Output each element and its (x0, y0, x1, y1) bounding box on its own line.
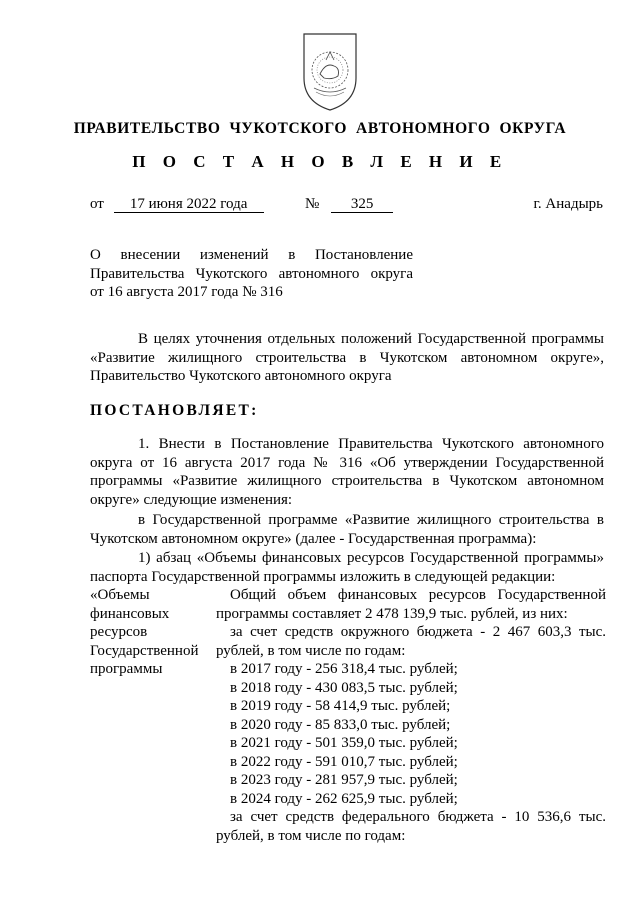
paragraph-line: 1. Внести в Постановление Правительства Чукотского автономного (138, 436, 604, 452)
year-amount: в 2023 году - 281 957,9 тыс. рублей; (230, 772, 458, 788)
label-line: программы (90, 661, 163, 677)
paragraph-line: В целях уточнения отдельных положений Государственной программы (138, 331, 604, 347)
subject-line: от 16 августа 2017 года № 316 (90, 284, 283, 300)
document-type-title: П О С Т А Н О В Л Е Н И Е (132, 152, 508, 171)
number-block (305, 196, 393, 213)
passport-row-label (90, 586, 210, 679)
year-amount: в 2018 году - 430 083,5 тыс. рублей; (230, 679, 458, 696)
funding-total-line: Общий объем финансовых ресурсов Государственной (230, 587, 606, 603)
year-amount: в 2024 году - 262 625,9 тыс. рублей; (230, 790, 458, 807)
date-prefix: от (90, 196, 104, 212)
subject-line: О внесении изменений в Постановление (90, 247, 413, 263)
item-1a-paragraph (90, 511, 604, 548)
year-amount: в 2019 году - 58 414,9 тыс. рублей; (230, 698, 451, 714)
year-amount: в 2017 году - 256 318,4 тыс. рублей; (230, 661, 458, 677)
government-title: ПРАВИТЕЛЬСТВО ЧУКОТСКОГО АВТОНОМНОГО ОКРУГА (73, 120, 567, 137)
paragraph-line: «Развитие жилищного строительства в Чукотском автономном округе», (90, 349, 604, 366)
date-block (90, 196, 264, 213)
federal-budget-line: за счет средств федерального бюджета - 10 536,6 тыс. (230, 809, 606, 825)
paragraph-line: 1) абзац «Объемы финансовых ресурсов Государственной программы» (138, 550, 604, 566)
year-amount: в 2021 году - 501 359,0 тыс. рублей; (230, 735, 458, 751)
paragraph-line: Правительство Чукотского автономного округа (90, 368, 392, 384)
paragraph-line: программы «Развитие жилищного строительства в Чукотском автономном (90, 473, 604, 489)
label-line: финансовых (90, 605, 170, 622)
document-number: 325 (331, 197, 393, 213)
document-subject (90, 246, 413, 302)
preamble-paragraph (90, 330, 604, 386)
paragraph-line: округе» следующие изменения: (90, 491, 293, 508)
decree-heading: ПОСТАНОВЛЯЕТ: (90, 402, 259, 419)
funding-total-line: программы составляет 2 478 139,9 тыс. рублей, из них: (216, 605, 568, 622)
chukotka-coat-of-arms-icon (300, 30, 360, 114)
paragraph-line: округа от 16 августа 2017 года № 316 «Об утверждении Государственной (90, 454, 604, 471)
document-date: 17 июня 2022 года (114, 197, 264, 213)
label-line: Государственной (90, 642, 199, 659)
label-line: «Объемы (90, 587, 150, 603)
paragraph-line: в Государственной программе «Развитие жилищного строительства в (138, 512, 604, 528)
year-amount: в 2020 году - 85 833,0 тыс. рублей; (230, 716, 451, 733)
year-amount: в 2022 году - 591 010,7 тыс. рублей; (230, 753, 458, 770)
item-1-paragraph (90, 435, 604, 509)
subject-line: Правительства Чукотского автономного округа (90, 265, 413, 282)
regional-budget-line: за счет средств окружного бюджета - 2 467 603,3 тыс. (230, 624, 606, 640)
paragraph-line: Чукотском автономном округе» (далее - Государственная программа): (90, 530, 537, 547)
paragraph-line: паспорта Государственной программы изложить в следующей редакции: (90, 568, 556, 585)
passport-row-value (216, 586, 606, 845)
document-city: г. Анадырь (533, 196, 603, 212)
regional-budget-line: рублей, в том числе по годам: (216, 642, 406, 659)
federal-budget-line: рублей, в том числе по годам: (216, 827, 406, 844)
item-1b-paragraph (90, 549, 604, 586)
number-prefix: № (305, 196, 320, 212)
label-line: ресурсов (90, 624, 148, 640)
